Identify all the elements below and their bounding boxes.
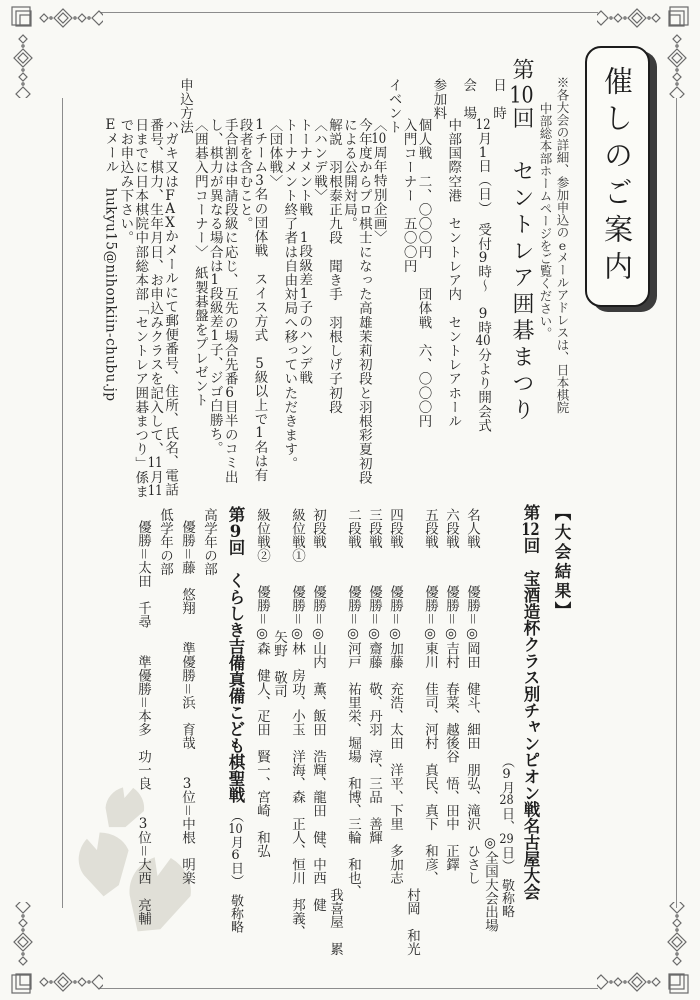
event-heading: 第10回 セントレア囲碁まつり [509,58,534,425]
email-address: hukyu15@nihonkiin-chubu.jp [102,187,119,402]
row-continuation: 我喜屋 累 [327,888,343,956]
group-result: 優勝＝藤 悠翔 準優勝＝浜 育哉 3位＝中根 明楽 [179,520,195,885]
row-value: 優勝＝◎山内 薫、飯田 浩輝、龍田 健、中西 健 [310,585,326,912]
kids-date-note: （10月6日） 敬称略 [228,803,243,933]
masthead-note: ※各大会の詳細、参加申込のeメールアドレスは、日本棋院 [555,76,570,414]
row-label: 六段戦 [443,508,459,549]
result-row [342,500,363,975]
group-result: 優勝＝太田 千尋 準優勝＝本多 功一良 3位＝大西 亮輔 [135,520,151,925]
event-line: 段者を含むこと。 [236,118,253,231]
results-section [86,500,576,975]
event-field-label: 会 場 [460,78,477,121]
row-label: 三段戦 [366,508,382,549]
row-label: 四段戦 [387,508,403,549]
border-line-right [676,98,677,908]
event-line: 解説 羽根泰正九段 聞き手 羽根しげ子初段 [326,118,343,415]
event-field-value: 12月1日（日） 受付9時～ 9時40分より開会式 [475,118,492,433]
row-label: 名人戦 [464,508,480,549]
page-title: 催しのご案内 [585,46,650,307]
border-line-top [100,12,598,13]
results-title: 第12回 宝酒造杯クラス別チャンピオン戦名古屋大会 [521,504,540,900]
event-line: 1チーム3名の団体戦 スイス方式 5級以上で1名は有 [251,118,268,483]
event-line: トーナメント終了者は自由対局へ移っていただきます。 [281,118,298,471]
row-label: 初段戦 [310,508,326,549]
event-line: 〈ハンデ戦〉 [311,118,328,203]
kids-title-text: 第9回 くらしき吉備真備こども棋聖戦 [226,506,245,803]
group-label: 低学年の部 [157,508,173,576]
result-row [440,500,461,975]
row-value: 優勝＝◎林 房功、小玉 洋海、森 正人、恒川 邦義、 [289,585,305,939]
result-row [384,500,405,975]
row-label: 級位戦① [289,508,305,562]
row-value: 優勝＝◎吉村 春菜、越後谷 悟、田中 正鐸 [443,585,459,871]
result-row [307,500,328,975]
results-heading: 【大会結果】 [552,504,571,621]
group-label: 高学年の部 [201,508,217,576]
event-line: 手合割は申請段級に応じ、互先の場合先番6目半のコミ出 [221,118,238,485]
event-line: 今年度からプロ棋士になった高雄茉莉初段と羽根彩夏初段 [355,118,372,485]
event-line: 〈10周年特別企画〉 [370,118,387,245]
event-field-label: 参加料 [430,78,447,121]
results-qualifier-note: ◎全国大会出場 [482,835,498,932]
row-label: 二段戦 [345,508,361,549]
row-value: 優勝＝◎河戸 祐里栄、堀場 和博、三輪 和也、 [345,585,361,898]
email-label: Eメール [102,118,119,188]
result-row [461,500,482,975]
event-field-label: 申込方法 [176,78,193,135]
corner-ornament-icon [597,902,692,997]
event-line: トーナメント戦 1段級差1子のハンデ戦 [296,118,313,385]
event-line: 日までに日本棋院中部総本部「セントレア囲碁まつり」係ま [132,118,149,499]
event-line: ハガキ又はFAXかメールにて郵便番号、住所、氏名、電話 [162,118,179,497]
result-row [363,500,384,975]
kids-title [220,500,251,975]
row-continuation: 矢野 敬司 [271,630,287,698]
event-line: でお申込み下さい。 [117,118,134,245]
email-line [103,46,118,516]
event-field-value: 入門コーナー 五〇〇円 [400,118,417,274]
row-label: 級位戦② [254,508,270,562]
row-value: 優勝＝◎東川 佳司、河村 真民、真下 和彦、 [422,585,438,885]
row-value: 優勝＝◎齋藤 敬、丹羽 淳、三品 善輝 [366,585,382,844]
row-label: 五段戦 [422,508,438,549]
event-line: 〈囲碁入門コーナー〉 紙製碁盤をプレゼント [191,118,208,408]
event-line: による公開対局。 [340,118,357,231]
event-section [50,46,650,516]
event-field-value: 個人戦 二、〇〇〇円 団体戦 六、〇〇〇円 [415,118,432,429]
event-field-value: 中部国際空港 セントレア内 セントレアホール [445,118,462,429]
event-line: し、棋力が異なる場合は1段級差1子、ジゴ白勝ち。 [206,118,223,456]
event-line: 番号、棋力、生年月日、お申込みクラスを記入して、11月11 [147,118,164,498]
event-line: 〈団体戦〉 [266,118,283,189]
row-continuation: 村岡 和光 [404,888,420,956]
row-value: 優勝＝◎森 健人、疋田 賢一、宮崎 和弘 [254,585,270,858]
event-field-label: イベント [385,78,402,135]
masthead-note: 中部総本部ホームページをご覧ください。 [538,102,553,340]
result-row [286,500,307,975]
row-value: 優勝＝◎岡田 健斗、細田 朋弘、滝沢 ひさし [464,585,480,885]
results-date-note: （9月28日、29日） 敬称略 [499,755,514,918]
result-row [419,500,440,975]
row-value: 優勝＝◎加藤 充浩、太田 洋平、下里 多加志 [387,585,403,885]
event-field-label: 日 時 [490,78,506,121]
result-row [251,500,272,975]
border-line-bottom [100,988,598,989]
